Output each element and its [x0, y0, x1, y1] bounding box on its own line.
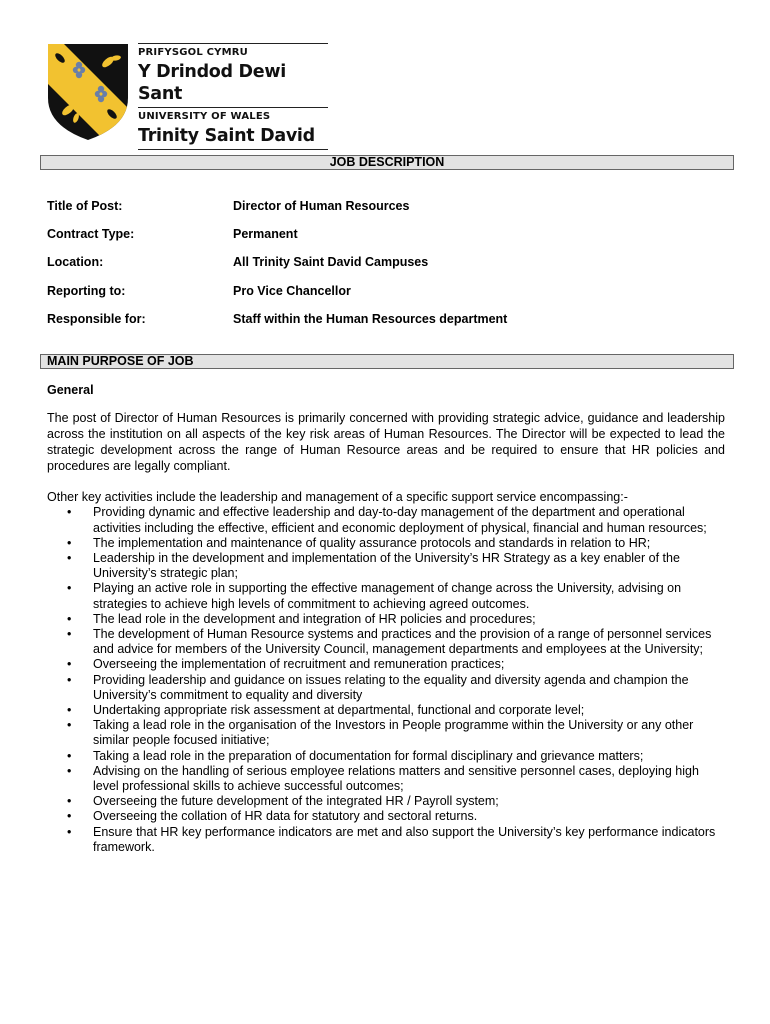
list-item: • Ensure that HR key performance indicators are met and also support the University’s key performance indicators framework.: [93, 825, 725, 855]
list-item: • Advising on the handling of serious employee relations matters and sensitive personnel cases, deploying high level professional skills to achieve successful outcomes;: [93, 764, 725, 794]
detail-label: Responsible for:: [47, 311, 146, 326]
list-item: • Providing dynamic and effective leadership and day-to-day management of the department and operational activities including the effective, efficient and economic deployment of physical, financial and human resources;: [93, 505, 725, 535]
university-logo: [46, 40, 326, 145]
logo-line-welsh-name: Y Drindod Dewi Sant: [138, 62, 286, 104]
job-description-header: JOB DESCRIPTION: [40, 155, 734, 170]
detail-label: Location:: [47, 255, 104, 270]
detail-value: All Trinity Saint David Campuses: [233, 255, 429, 270]
logo-line-welsh-small: PRIFYSGOL CYMRU: [138, 47, 248, 58]
list-item: • Overseeing the collation of HR data for statutory and sectoral returns.: [93, 809, 725, 824]
detail-value: Director of Human Resources: [233, 199, 410, 213]
list-item: • Undertaking appropriate risk assessment at departmental, functional and corporate level;: [93, 703, 725, 718]
list-item: • Providing leadership and guidance on issues relating to the equality and diversity agenda and champion the University’s commitment to equality and diversity: [93, 673, 725, 703]
logo-line-english-name: Trinity Saint David: [138, 126, 315, 146]
list-item: • Taking a lead role in the preparation of documentation for formal disciplinary and grievance matters;: [93, 749, 725, 764]
list-item: • The development of Human Resource systems and practices and the provision of a range of personnel services and advice for members of the University Council, management departments and employees at the University;: [93, 627, 725, 657]
list-item: • Playing an active role in supporting the effective management of change across the University, advising on strategies to achieve high levels of commitment to achieving agreed outcomes.: [93, 581, 725, 611]
list-item: • The implementation and maintenance of quality assurance protocols and standards in relation to HR;: [93, 536, 725, 551]
detail-row-title: [47, 199, 737, 227]
list-item: • Overseeing the future development of the integrated HR / Payroll system;: [93, 794, 725, 809]
main-purpose-content: [47, 383, 725, 855]
list-item: • Leadership in the development and implementation of the University’s HR Strategy as a key enabler of the University’s strategic plan;: [93, 551, 725, 581]
shield-crest-icon: [46, 40, 130, 142]
logo-wordmark: [138, 43, 328, 150]
detail-value: Pro Vice Chancellor: [233, 283, 351, 298]
logo-line-english-small: UNIVERSITY OF WALES: [138, 111, 271, 122]
activities-list: [47, 505, 725, 855]
general-heading: General: [47, 383, 94, 397]
detail-row-contract: [47, 227, 737, 255]
detail-row-location: [47, 255, 737, 283]
general-paragraph: The post of Director of Human Resources is primarily concerned with providing strategic advice, guidance and leadership across the institution on all aspects of the key risk areas of Human Resources. The Director will be expected to lead the strategic development across the range of Human Resource areas and be required to ensure that HR policies and procedures are legally compliant.: [47, 411, 725, 474]
detail-value: Staff within the Human Resources department: [233, 311, 508, 326]
list-item: • Overseeing the implementation of recruitment and remuneration practices;: [93, 657, 725, 672]
detail-row-reporting: [47, 284, 737, 312]
detail-value: Permanent: [233, 227, 298, 242]
list-item: • The lead role in the development and integration of HR policies and procedures;: [93, 612, 725, 627]
activities-intro: Other key activities include the leadership and management of a specific support service encompassing:-: [47, 490, 628, 505]
job-details: [47, 199, 737, 340]
logo-rule-bottom: [138, 149, 328, 150]
detail-row-responsible: [47, 312, 737, 340]
list-item: • Taking a lead role in the organisation of the Investors in People programme within the University or any other similar people focused initiative;: [93, 718, 725, 748]
detail-label: Contract Type:: [47, 227, 135, 242]
detail-label: Reporting to:: [47, 283, 126, 298]
main-purpose-header: MAIN PURPOSE OF JOB: [40, 354, 734, 369]
detail-label: Title of Post:: [47, 199, 123, 213]
